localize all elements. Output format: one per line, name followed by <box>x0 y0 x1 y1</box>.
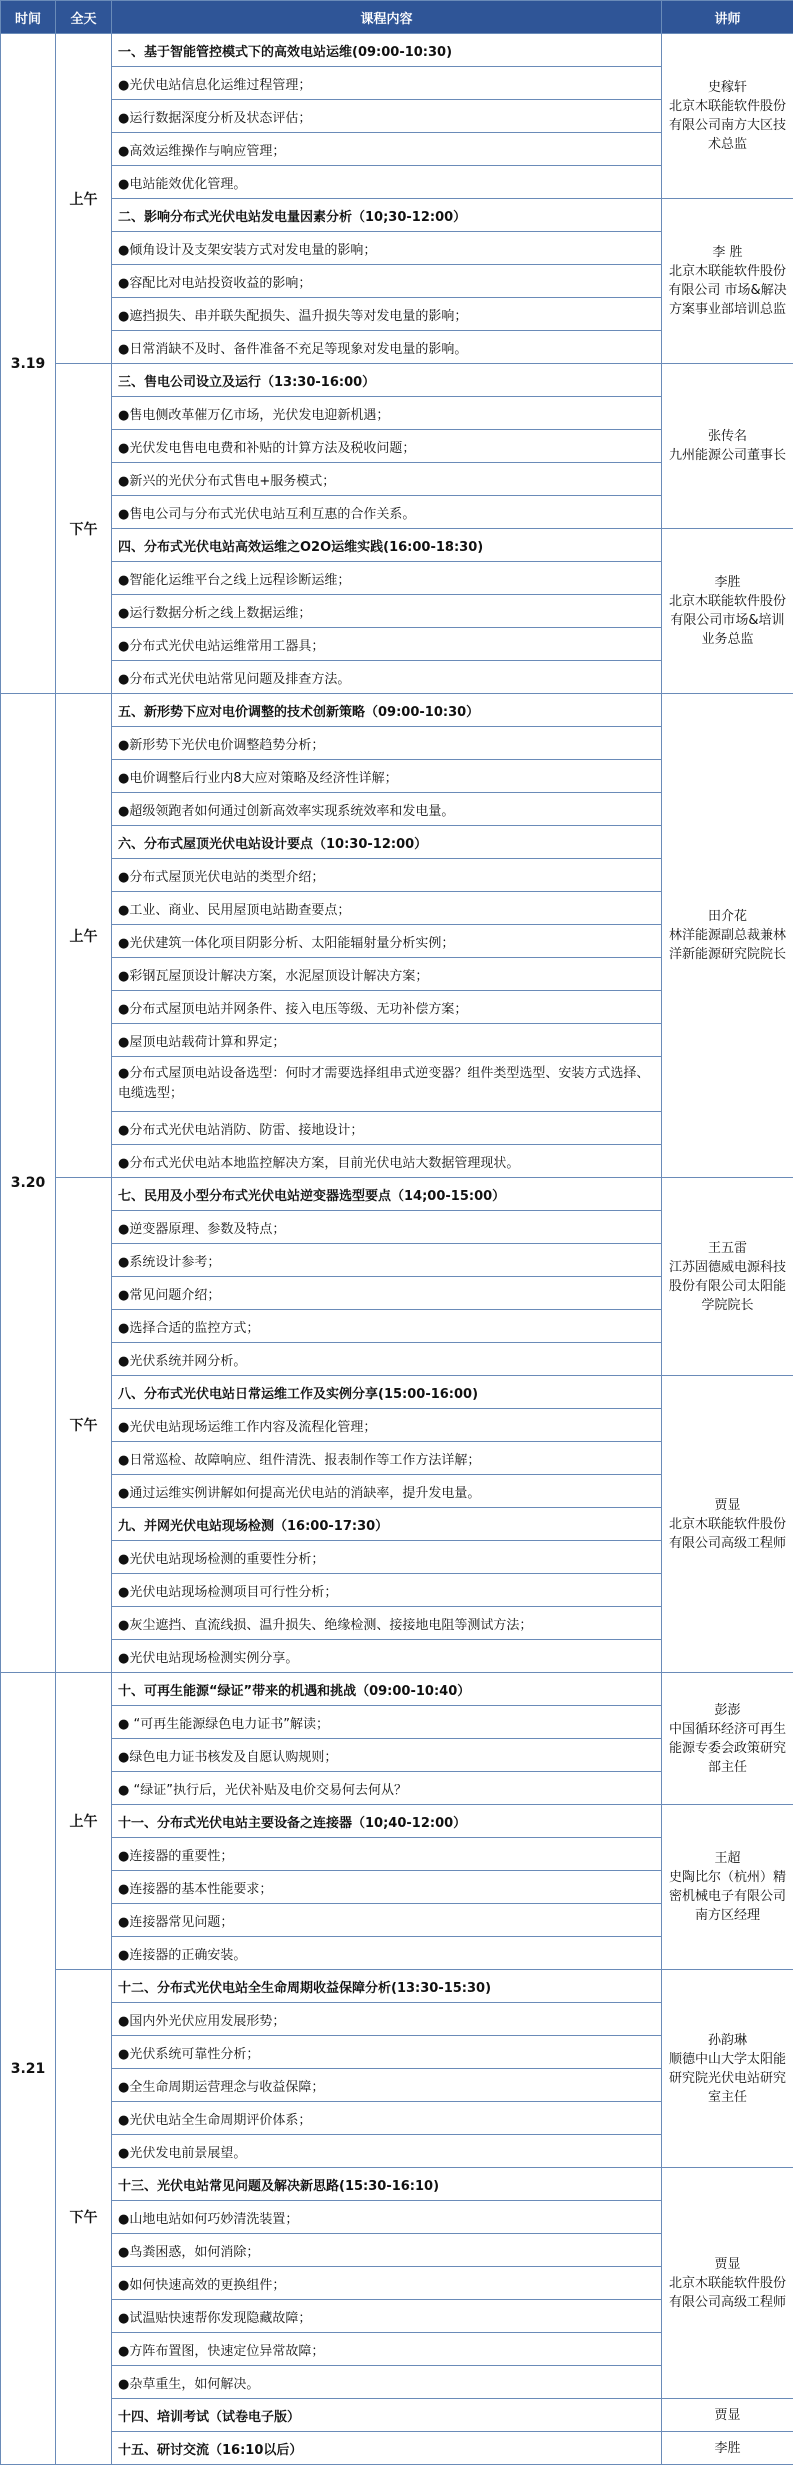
course-item: ●试温贴快速帮你发现隐藏故障； <box>112 2300 662 2333</box>
lecturer-cell <box>662 2399 793 2432</box>
course-item: ●工业、商业、民用屋顶电站勘查要点； <box>112 892 662 925</box>
day-date: 3.20 <box>1 694 56 1673</box>
course-item: ●鸟粪困惑，如何消除； <box>112 2234 662 2267</box>
course-item: ●倾角设计及支架安装方式对发电量的影响； <box>112 232 662 265</box>
section-title-row <box>1 2168 793 2201</box>
course-item: ●分布式屋顶电站设备选型：何时才需要选择组串式逆变器？组件类型选型、安装方式选择、电缆选型； <box>112 1057 662 1112</box>
section-title: 十、可再生能源“绿证”带来的机遇和挑战（09:00-10:40） <box>112 1673 662 1706</box>
course-item: ●高效运维操作与响应管理； <box>112 133 662 166</box>
lecturer-cell <box>662 364 793 529</box>
course-item: ●灰尘遮挡、直流线损、温升损失、绝缘检测、接接地电阻等测试方法； <box>112 1607 662 1640</box>
course-item: ●光伏电站现场运维工作内容及流程化管理； <box>112 1409 662 1442</box>
lecturer-title: 北京木联能软件股份有限公司 市场&解决方案事业部培训总监 <box>668 264 787 317</box>
lecturer-title: 顺德中山大学太阳能研究院光伏电站研究室主任 <box>668 2051 786 2105</box>
course-item: ●分布式屋顶光伏电站的类型介绍； <box>112 859 662 892</box>
header-period: 全天 <box>56 1 112 34</box>
course-item: ●光伏发电售电电费和补贴的计算方法及税收问题； <box>112 430 662 463</box>
course-item: ●光伏电站现场检测的重要性分析； <box>112 1541 662 1574</box>
lecturer-title: 林洋能源副总裁兼林洋新能源研究院院长 <box>668 928 786 962</box>
course-item: ● “绿证”执行后，光伏补贴及电价交易何去何从？ <box>112 1772 662 1805</box>
period-label: 下午 <box>56 1178 112 1673</box>
lecturer-title: 北京木联能软件股份有限公司南方大区技术总监 <box>668 99 786 152</box>
lecturer-cell <box>662 1178 793 1376</box>
course-item: ●连接器的基本性能要求； <box>112 1871 662 1904</box>
course-item: ●售电公司与分布式光伏电站互利互惠的合作关系。 <box>112 496 662 529</box>
course-item: ●分布式光伏电站运维常用工器具； <box>112 628 662 661</box>
course-item: ●光伏电站全生命周期评价体系； <box>112 2102 662 2135</box>
section-title: 十三、光伏电站常见问题及解决新思路(15:30-16:10) <box>112 2168 662 2201</box>
course-item: ●光伏电站信息化运维过程管理； <box>112 67 662 100</box>
section-title: 十二、分布式光伏电站全生命周期收益保障分析(13:30-15:30) <box>112 1970 662 2003</box>
course-item: ●连接器的重要性； <box>112 1838 662 1871</box>
lecturer-title: 史陶比尔（杭州）精密机械电子有限公司南方区经理 <box>668 1870 786 1923</box>
course-item: ●光伏建筑一体化项目阴影分析、太阳能辐射量分析实例； <box>112 925 662 958</box>
course-item: ●系统设计参考； <box>112 1244 662 1277</box>
section-title: 七、民用及小型分布式光伏电站逆变器选型要点（14;00-15:00） <box>112 1178 662 1211</box>
lecturer-cell <box>662 694 793 1178</box>
lecturer-name: 李胜 <box>714 575 741 590</box>
course-item: ●分布式光伏电站本地监控解决方案，目前光伏电站大数据管理现状。 <box>112 1145 662 1178</box>
section-title: 六、分布式屋顶光伏电站设计要点（10:30-12:00） <box>112 826 662 859</box>
section-title-row <box>1 1970 793 2003</box>
section-title: 十一、分布式光伏电站主要设备之连接器（10;40-12:00） <box>112 1805 662 1838</box>
section-title: 四、分布式光伏电站高效运维之O2O运维实践(16:00-18:30) <box>112 529 662 562</box>
lecturer-name: 孙韵琳 <box>707 2032 747 2048</box>
course-item: ●连接器的正确安装。 <box>112 1937 662 1970</box>
lecturer-name: 贾显 <box>714 1497 741 1513</box>
course-item: ●彩钢瓦屋顶设计解决方案，水泥屋顶设计解决方案； <box>112 958 662 991</box>
header-time: 时间 <box>1 1 56 34</box>
lecturer-title: 九州能源公司董事长 <box>668 448 786 463</box>
lecturer-name: 贾显 <box>714 2256 741 2272</box>
lecturer-title: 北京木联能软件股份有限公司高级工程师 <box>668 1516 786 1551</box>
course-item: ●绿色电力证书核发及自愿认购规则； <box>112 1739 662 1772</box>
period-label: 上午 <box>56 694 112 1178</box>
section-title-row <box>1 364 793 397</box>
section-title-row <box>1 34 793 67</box>
lecturer-cell <box>662 1376 793 1673</box>
lecturer-cell <box>662 34 793 199</box>
header-lecturer: 讲师 <box>662 1 793 34</box>
course-item: ●分布式光伏电站常见问题及排查方法。 <box>112 661 662 694</box>
course-item: ●运行数据分析之线上数据运维； <box>112 595 662 628</box>
course-item: ●光伏系统并网分析。 <box>112 1343 662 1376</box>
course-item: ●日常消缺不及时、备件准备不充足等现象对发电量的影响。 <box>112 331 662 364</box>
course-item: ● “可再生能源绿色电力证书”解读； <box>112 1706 662 1739</box>
course-item: ●选择合适的监控方式； <box>112 1310 662 1343</box>
course-item: ●如何快速高效的更换组件； <box>112 2267 662 2300</box>
course-item: ●遮挡损失、串并联失配损失、温升损失等对发电量的影响； <box>112 298 662 331</box>
course-item: ●光伏电站现场检测实例分享。 <box>112 1640 662 1673</box>
course-item: ●光伏发电前景展望。 <box>112 2135 662 2168</box>
section-title-row <box>1 529 793 562</box>
course-item: ●通过运维实例讲解如何提高光伏电站的消缺率，提升发电量。 <box>112 1475 662 1508</box>
header-row <box>1 1 793 34</box>
course-item: ●光伏系统可靠性分析； <box>112 2036 662 2069</box>
lecturer-title: 北京木联能软件股份有限公司市场&培训业务总监 <box>668 594 786 647</box>
course-item: ●售电侧改革催万亿市场，光伏发电迎新机遇； <box>112 397 662 430</box>
lecturer-name: 田介花 <box>707 909 747 924</box>
course-item: ●新形势下光伏电价调整趋势分析； <box>112 727 662 760</box>
course-item: ●山地电站如何巧妙清洗装置； <box>112 2201 662 2234</box>
course-item: ●光伏电站现场检测项目可行性分析； <box>112 1574 662 1607</box>
section-title: 九、并网光伏电站现场检测（16:00-17:30） <box>112 1508 662 1541</box>
lecturer-name: 彭澎 <box>714 1702 741 1718</box>
course-item: ●国内外光伏应用发展形势； <box>112 2003 662 2036</box>
course-item: ●连接器常见问题； <box>112 1904 662 1937</box>
lecturer-cell <box>662 2432 793 2465</box>
section-title: 十五、研讨交流（16:10以后） <box>112 2432 662 2465</box>
lecturer-cell <box>662 1673 793 1805</box>
course-item: ●电价调整后行业内8大应对策略及经济性详解； <box>112 760 662 793</box>
period-label: 上午 <box>56 1673 112 1970</box>
lecturer-cell <box>662 2168 793 2399</box>
course-item: ●运行数据深度分析及状态评估； <box>112 100 662 133</box>
section-title-row <box>1 199 793 232</box>
section-title-row <box>1 1805 793 1838</box>
period-label: 下午 <box>56 364 112 694</box>
section-title: 三、售电公司设立及运行（13:30-16:00） <box>112 364 662 397</box>
section-title: 八、分布式光伏电站日常运维工作及实例分享(15:00-16:00) <box>112 1376 662 1409</box>
lecturer-name: 贾显 <box>714 2407 741 2423</box>
period-label: 上午 <box>56 34 112 364</box>
lecturer-cell <box>662 529 793 694</box>
lecturer-name: 李胜 <box>714 2440 741 2456</box>
lecturer-name: 张传名 <box>707 429 747 444</box>
lecturer-cell <box>662 1805 793 1970</box>
lecturer-cell <box>662 199 793 364</box>
section-title-row <box>1 2399 793 2432</box>
section-title: 一、基于智能管控模式下的高效电站运维(09:00-10:30) <box>112 34 662 67</box>
course-item: ●智能化运维平台之线上远程诊断运维； <box>112 562 662 595</box>
course-item: ●常见问题介绍； <box>112 1277 662 1310</box>
lecturer-name: 李 胜 <box>712 245 743 260</box>
section-title-row <box>1 1376 793 1409</box>
section-title: 五、新形势下应对电价调整的技术创新策略（09:00-10:30） <box>112 694 662 727</box>
lecturer-title: 中国循环经济可再生能源专委会政策研究部主任 <box>668 1721 786 1775</box>
course-item: ●杂草重生，如何解决。 <box>112 2366 662 2399</box>
day-date: 3.21 <box>1 1673 56 2465</box>
lecturer-title: 江苏固德威电源科技股份有限公司太阳能学院院长 <box>668 1259 786 1313</box>
lecturer-title: 北京木联能软件股份有限公司高级工程师 <box>668 2275 786 2310</box>
day-date: 3.19 <box>1 34 56 694</box>
lecturer-name: 王超 <box>714 1851 741 1866</box>
course-item: ●方阵布置图，快速定位异常故障； <box>112 2333 662 2366</box>
course-item: ●屋顶电站载荷计算和界定； <box>112 1024 662 1057</box>
course-item: ●新兴的光伏分布式售电+服务模式； <box>112 463 662 496</box>
lecturer-name: 史稼轩 <box>707 80 747 95</box>
period-label: 下午 <box>56 1970 112 2465</box>
course-item: ●逆变器原理、参数及特点； <box>112 1211 662 1244</box>
course-item: ●电站能效优化管理。 <box>112 166 662 199</box>
schedule-body <box>1 34 793 2465</box>
course-item: ●容配比对电站投资收益的影响； <box>112 265 662 298</box>
section-title-row <box>1 2432 793 2465</box>
header-content: 课程内容 <box>112 1 662 34</box>
section-title-row <box>1 1673 793 1706</box>
section-title-row <box>1 694 793 727</box>
section-title-row <box>1 1178 793 1211</box>
course-item: ●全生命周期运营理念与收益保障； <box>112 2069 662 2102</box>
course-item: ●分布式光伏电站消防、防雷、接地设计； <box>112 1112 662 1145</box>
lecturer-cell <box>662 1970 793 2168</box>
course-item: ●分布式屋顶电站并网条件、接入电压等级、无功补偿方案； <box>112 991 662 1024</box>
section-title: 二、影响分布式光伏电站发电量因素分析（10;30-12:00） <box>112 199 662 232</box>
course-item: ●超级领跑者如何通过创新高效率实现系统效率和发电量。 <box>112 793 662 826</box>
course-item: ●日常巡检、故障响应、组件清洗、报表制作等工作方法详解； <box>112 1442 662 1475</box>
lecturer-name: 王五雷 <box>707 1240 747 1256</box>
section-title: 十四、培训考试（试卷电子版） <box>112 2399 662 2432</box>
